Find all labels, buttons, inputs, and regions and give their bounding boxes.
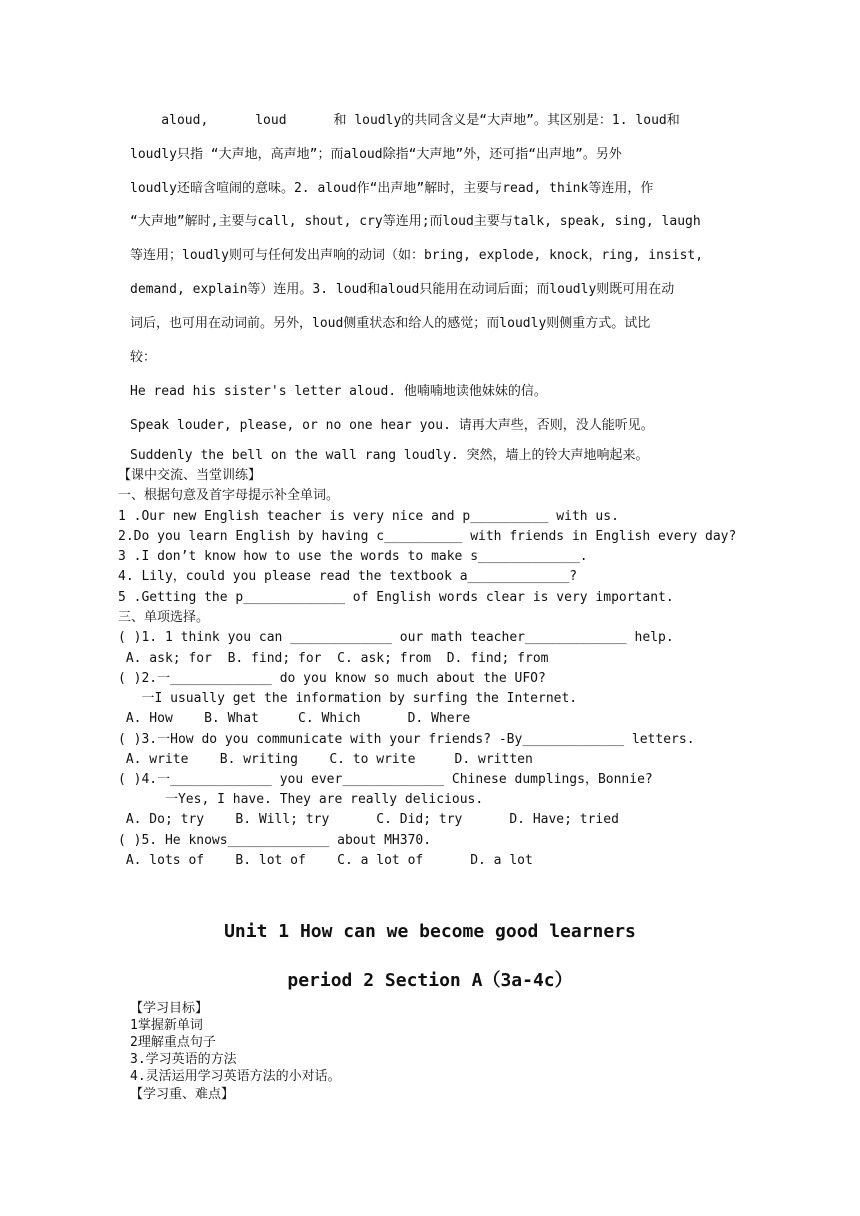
- mc-options: A. ask; for B. find; for C. ask; from D. find; from: [118, 651, 549, 666]
- mc-options: A. Do; try B. Will; try C. Did; try D. Have; tried: [118, 812, 619, 827]
- objective-item: 3.学习英语的方法: [130, 1052, 237, 1067]
- practice-header: 【课中交流、当堂训练】: [118, 468, 262, 483]
- intro-line: loudly还暗含喧闹的意味。2. aloud作“出声地”解时，主要与read, think等连用，作: [130, 181, 654, 196]
- mc-options: A. How B. What C. Which D. Where: [118, 711, 471, 726]
- example-sentence: Speak louder, please, or no one hear you. 请再大声些，否则，没人能听见。: [130, 418, 654, 433]
- part3-title: 三、单项选择。: [118, 610, 210, 625]
- mc-question: ( )3.一How do you communicate with your friends? -By_____________ letters.: [118, 732, 695, 747]
- objective-item: 2理解重点句子: [130, 1035, 216, 1050]
- mc-question: ( )2.一_____________ do you know so much about the UFO?: [118, 671, 546, 686]
- part1-title: 一、根据句意及首字母提示补全单词。: [118, 488, 340, 503]
- mc-options: A. lots of B. lot of C. a lot of D. a lot: [118, 853, 533, 868]
- unit-title: Unit 1 How can we become good learners: [224, 921, 636, 942]
- objectives-header: 【学习目标】: [130, 1001, 209, 1016]
- fill-blank-item: 4. Lily，could you please read the textbook a_____________?: [118, 569, 578, 584]
- intro-line: demand, explain等）连用。3. loud和aloud只能用在动词后面；而loudly则既可用在动: [130, 282, 675, 297]
- key-points-header: 【学习重、难点】: [130, 1087, 235, 1102]
- fill-blank-item: 2.Do you learn English by having c__________ with friends in English every day?: [118, 529, 737, 544]
- mc-dialogue: 一Yes, I have. They are really delicious.: [118, 792, 484, 807]
- intro-line: “大声地”解时,主要与call, shout, cry等连用;而loud主要与talk, speak, sing, laugh: [130, 214, 701, 229]
- objective-item: 4.灵活运用学习英语方法的小对话。: [130, 1069, 341, 1084]
- intro-line: loudly只指 “大声地，高声地”；而aloud除指“大声地”外，还可指“出声地”。另外: [130, 147, 622, 162]
- intro-line: 等连用；loudly则可与任何发出声响的动词（如：bring, explode, knock，ring, insist,: [130, 248, 704, 263]
- intro-line: aloud, loud 和 loudly的共同含义是“大声地”。其区别是：1. loud和: [130, 113, 680, 128]
- example-sentence: Suddenly the bell on the wall rang loudly. 突然，墙上的铃大声地响起来。: [130, 448, 649, 463]
- fill-blank-item: 1 .Our new English teacher is very nice and p__________ with us.: [118, 509, 619, 524]
- mc-question: ( )1. 1 think you can _____________ our math teacher_____________ help.: [118, 630, 674, 645]
- fill-blank-item: 3 .I don’t know how to use the words to make s_____________.: [118, 549, 588, 564]
- mc-question: ( )4.一_____________ you ever_____________ Chinese dumplings，Bonnie?: [118, 772, 653, 787]
- mc-options: A. write B. writing C. to write D. written: [118, 752, 533, 767]
- intro-line: 较：: [130, 350, 157, 365]
- section-subtitle: period 2 Section A（3a-4c）: [287, 970, 573, 991]
- fill-blank-item: 5 .Getting the p_____________ of English words clear is very important.: [118, 590, 674, 605]
- mc-dialogue: 一I usually get the information by surfing the Internet.: [118, 691, 578, 706]
- mc-question: ( )5. He knows_____________ about MH370.: [118, 833, 432, 848]
- example-sentence: He read his sister's letter aloud. 他喃喃地读他妹妹的信。: [130, 384, 547, 399]
- objective-item: 1掌握新单词: [130, 1018, 203, 1033]
- intro-line: 词后，也可用在动词前。另外，loud侧重状态和给人的感觉；而loudly则侧重方式。试比: [130, 316, 651, 331]
